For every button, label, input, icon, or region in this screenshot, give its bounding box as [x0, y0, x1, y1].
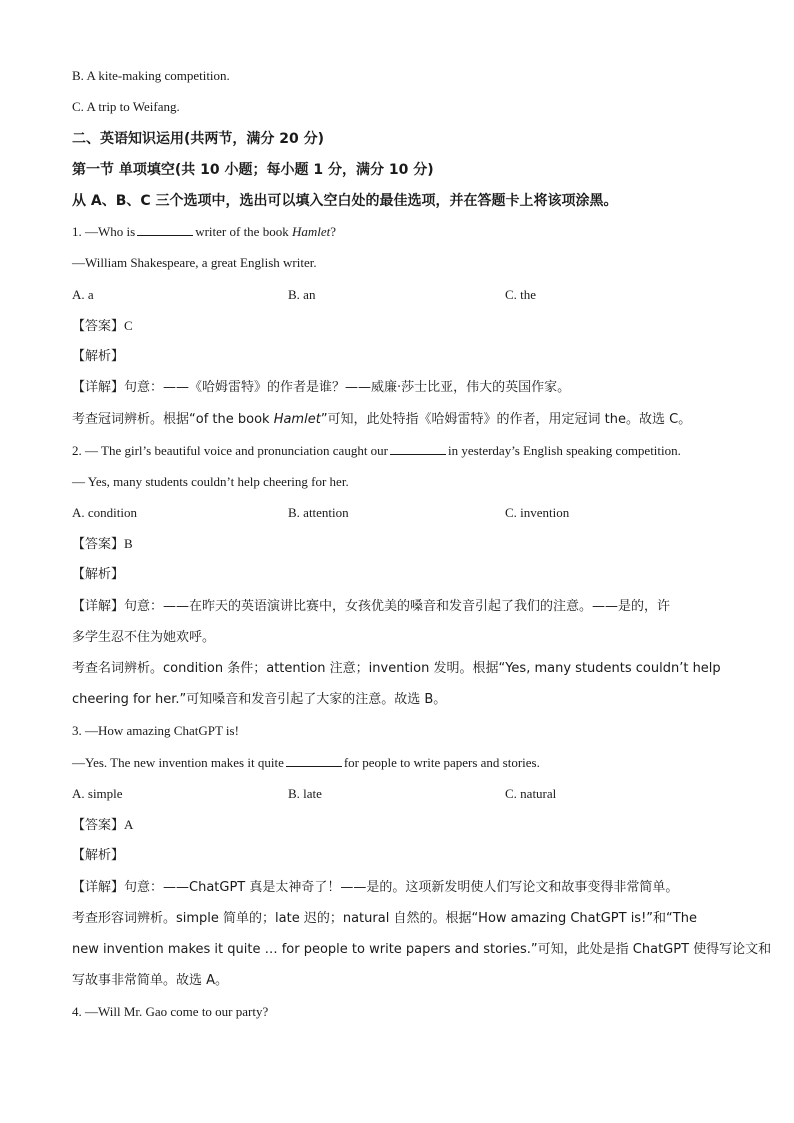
- option-c-prev: C. A trip to Weifang.: [72, 99, 180, 114]
- question-2-explain-2: cheering for her.”可知嗓音和发音引起了大家的注意。故选 B。: [72, 692, 447, 707]
- question-3-answer: 【答案】A: [72, 817, 134, 833]
- question-1-detail: 【详解】句意：——《哈姆雷特》的作者是谁？——威廉·莎士比亚，伟大的英国作家。: [72, 380, 571, 395]
- question-3-option-b: B. late: [288, 786, 322, 801]
- question-3-explain-1: 考查形容词辨析。simple 简单的；late 迟的；natural 自然的。根据“How amazing ChatGPT is!”和“The: [72, 911, 697, 926]
- question-1-option-a: A. a: [72, 287, 94, 302]
- question-2-detail-2: 多学生忍不住为她欢呼。: [72, 630, 216, 645]
- question-3-option-c: C. natural: [505, 786, 557, 801]
- question-3-analysis-label: 【解析】: [72, 848, 125, 863]
- question-2-option-a: A. condition: [72, 505, 137, 520]
- answer-blank: [137, 223, 193, 236]
- option-b-prev: B. A kite-making competition.: [72, 68, 230, 83]
- question-1-option-b: B. an: [288, 287, 316, 302]
- question-3-detail: 【详解】句意：——ChatGPT 真是太神奇了！——是的。这项新发明使人们写论文和故事变得非常简单。: [72, 880, 679, 895]
- question-3-stem: 3. —How amazing ChatGPT is!: [72, 723, 239, 738]
- question-2-analysis-label: 【解析】: [72, 567, 125, 582]
- question-2-explain-1: 考查名词辨析。condition 条件；attention 注意；invention 发明。根据“Yes, many students couldn’t help: [72, 661, 721, 676]
- question-1-analysis-label: 【解析】: [72, 349, 125, 364]
- question-2-stem: 2. — The girl’s beautiful voice and pronunciation caught our in yesterday’s English speaking competition.: [72, 443, 681, 458]
- question-1-answer: 【答案】C: [72, 318, 133, 334]
- question-2-answer: 【答案】B: [72, 536, 133, 552]
- section-title: 二、英语知识运用(共两节，满分 20 分): [72, 131, 325, 147]
- question-4-stem: 4. —Will Mr. Gao come to our party?: [72, 1004, 269, 1019]
- question-3-reply: —Yes. The new invention makes it quite for people to write papers and stories.: [72, 755, 540, 770]
- answer-blank: [390, 442, 446, 455]
- instruction: 从 A、B、C 三个选项中，选出可以填入空白处的最佳选项，并在答题卡上将该项涂黑。: [72, 193, 618, 209]
- question-2-option-b: B. attention: [288, 505, 349, 520]
- question-2-option-c: C. invention: [505, 505, 570, 520]
- question-1-explain: 考查冠词辨析。根据“of the book Hamlet”可知，此处特指《哈姆雷特》的作者，用定冠词 the。故选 C。: [72, 412, 692, 427]
- question-3-explain-2: new invention makes it quite … for people to write papers and stories.”可知，此处是指 ChatGPT 使得写论文和: [72, 942, 772, 957]
- question-2-detail-1: 【详解】句意：——在昨天的英语演讲比赛中，女孩优美的嗓音和发音引起了我们的注意。——是的，许: [72, 599, 671, 614]
- question-2-reply: — Yes, many students couldn’t help cheering for her.: [72, 474, 349, 489]
- question-1-reply: —William Shakespeare, a great English writer.: [72, 255, 317, 270]
- question-3-option-a: A. simple: [72, 786, 123, 801]
- part-title: 第一节 单项填空(共 10 小题；每小题 1 分，满分 10 分): [72, 162, 434, 178]
- question-1-option-c: C. the: [505, 287, 537, 302]
- question-3-explain-3: 写故事非常简单。故选 A。: [72, 973, 229, 988]
- question-1-stem: 1. —Who is writer of the book Hamlet?: [72, 224, 337, 239]
- answer-blank: [286, 754, 342, 767]
